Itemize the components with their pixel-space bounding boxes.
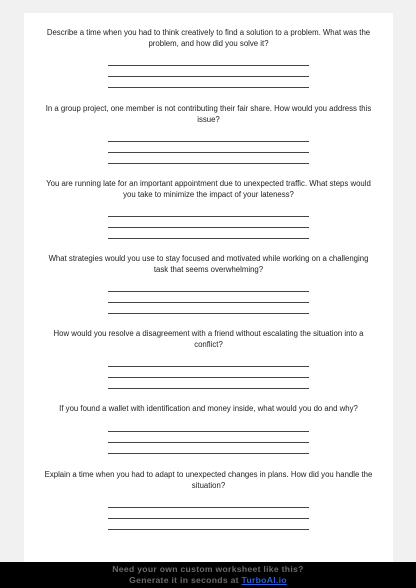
question-block: [24, 470, 393, 530]
answer-line[interactable]: [108, 131, 309, 142]
answer-line[interactable]: [108, 378, 309, 389]
answer-line[interactable]: [108, 519, 309, 530]
question-text: Describe a time when you had to think creatively to find a solution to a problem. What was the problem, and how did you solve it?: [46, 28, 371, 48]
promo-line-2: [0, 575, 416, 586]
question-block: [24, 179, 393, 239]
answer-line[interactable]: [108, 292, 309, 303]
answer-line[interactable]: [108, 443, 309, 454]
promo-line-1: Need your own custom worksheet like this?: [112, 564, 304, 574]
question-block: [24, 254, 393, 314]
answer-line[interactable]: [108, 281, 309, 292]
answer-lines: [24, 55, 393, 88]
question-text: How would you resolve a disagreement with a friend without escalating the situation into a conflict?: [53, 329, 364, 349]
answer-lines: [24, 206, 393, 239]
question-block: [24, 104, 393, 164]
answer-line[interactable]: [108, 77, 309, 88]
turboai-link[interactable]: TurboAI.io: [241, 575, 287, 585]
answer-line[interactable]: [108, 55, 309, 66]
answer-lines: [24, 421, 393, 454]
question-text: You are running late for an important appointment due to unexpected traffic. What steps would you take to minimize the impact of your lateness?: [46, 179, 371, 199]
answer-line[interactable]: [108, 153, 309, 164]
answer-line[interactable]: [108, 421, 309, 432]
answer-lines: [24, 356, 393, 389]
answer-line[interactable]: [108, 217, 309, 228]
question-text: In a group project, one member is not contributing their fair share. How would you address this issue?: [45, 104, 372, 124]
answer-line[interactable]: [108, 228, 309, 239]
answer-lines: [24, 131, 393, 164]
question-block: [24, 329, 393, 389]
answer-line[interactable]: [108, 508, 309, 519]
question-block: [24, 404, 393, 454]
answer-line[interactable]: [108, 432, 309, 443]
answer-line[interactable]: [108, 206, 309, 217]
question-text: Explain a time when you had to adapt to unexpected changes in plans. How did you handle the situation?: [44, 470, 373, 490]
answer-lines: [24, 281, 393, 314]
question-text: What strategies would you use to stay focused and motivated while working on a challenging task that seems overwhelming?: [48, 254, 369, 274]
promo-line-2-prefix: Generate it in seconds at: [129, 575, 242, 585]
answer-line[interactable]: [108, 303, 309, 314]
answer-line[interactable]: [108, 497, 309, 508]
answer-line[interactable]: [108, 142, 309, 153]
answer-line[interactable]: [108, 66, 309, 77]
question-text: If you found a wallet with identification and money inside, what would you do and why?: [59, 404, 358, 413]
answer-line[interactable]: [108, 367, 309, 378]
worksheet-page: [24, 13, 393, 565]
answer-lines: [24, 497, 393, 530]
question-block: [24, 28, 393, 88]
answer-line[interactable]: [108, 356, 309, 367]
promo-footer: [0, 562, 416, 588]
